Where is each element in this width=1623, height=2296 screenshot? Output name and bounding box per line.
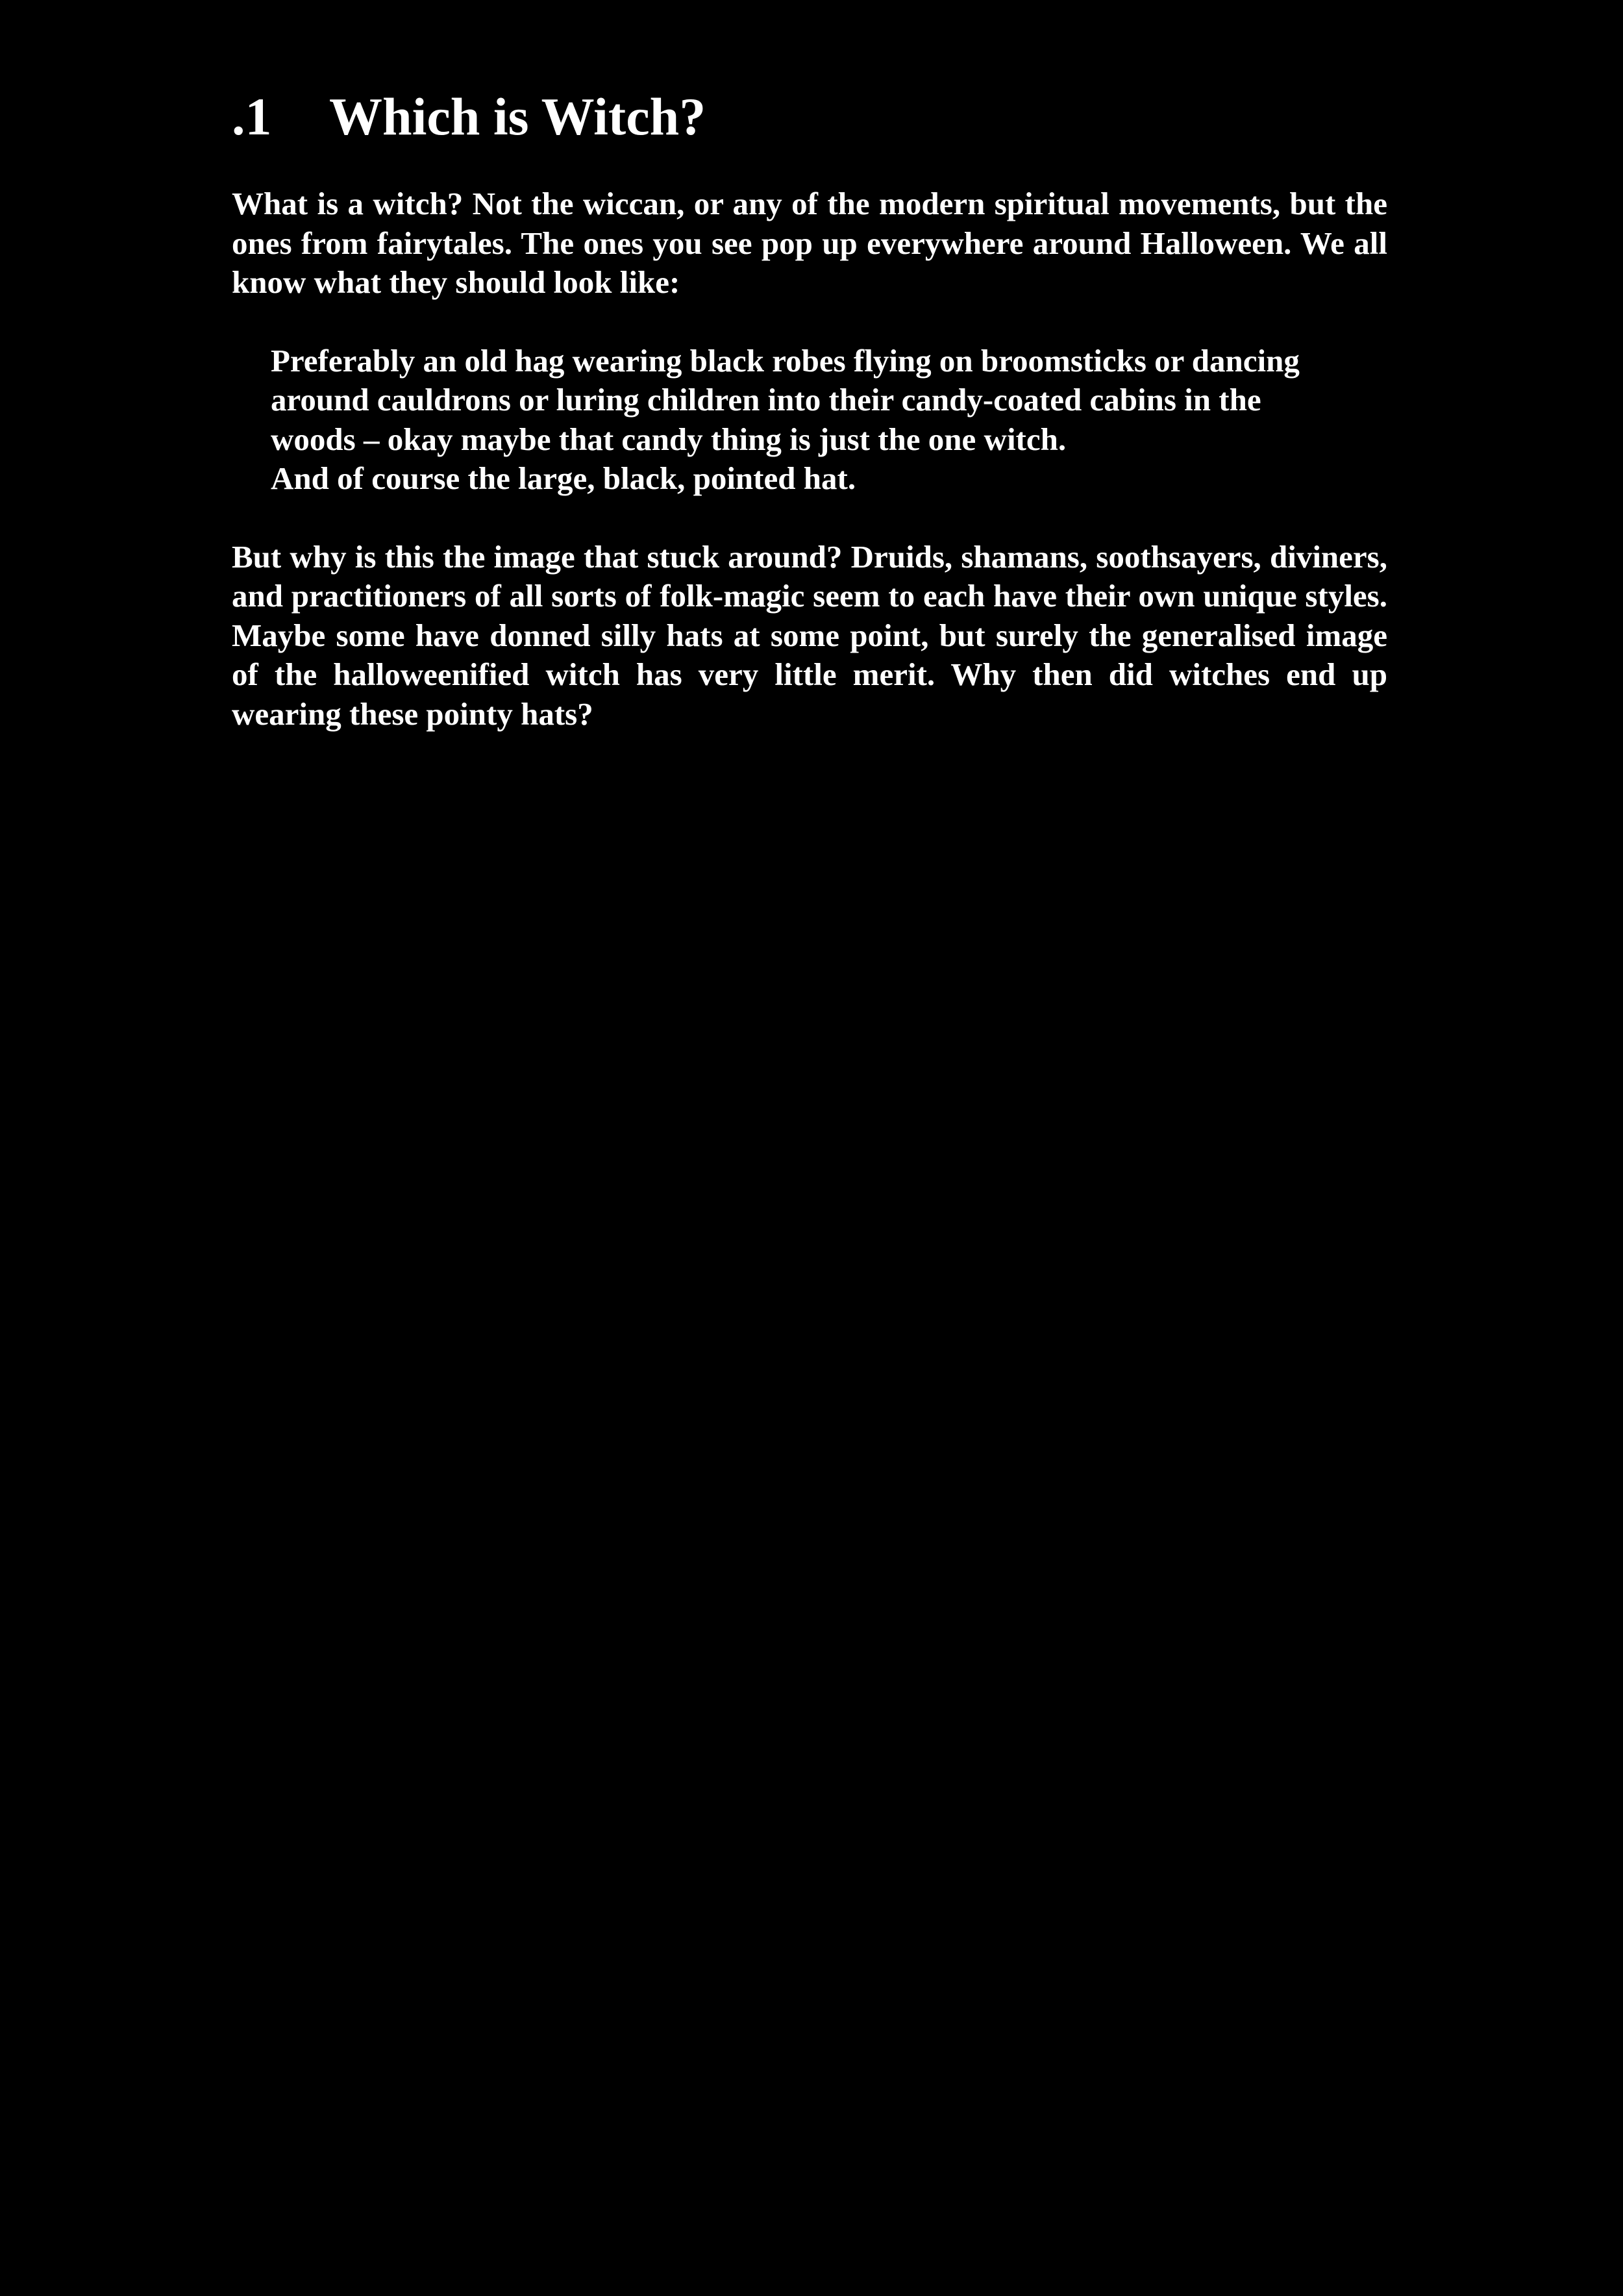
section-title: Which is Witch?	[329, 87, 706, 146]
block-quote	[271, 342, 1335, 499]
section-number: .1	[232, 87, 272, 146]
question-paragraph: But why is this the image that stuck around? Druids, shamans, soothsayers, diviners, and practitioners of all sorts of folk-magic seem to each have their own unique styles. Maybe some have donned silly hats at some point, but surely the generalised image of the halloweenified witch has very little merit. Why then did witches end up wearing these pointy hats?	[232, 538, 1387, 732]
quote-line-hat: And of course the large, black, pointed hat.	[271, 460, 856, 496]
quote-line-description: Preferably an old hag wearing black robes flying on broomsticks or dancing around cauldrons or luring children into their candy-coated cabins in the woods – okay maybe that candy thing is just the one witch.	[271, 342, 1300, 457]
section-heading	[232, 84, 1387, 149]
document-page	[232, 84, 1387, 734]
intro-paragraph: What is a witch? Not the wiccan, or any of the modern spiritual movements, but the ones from fairytales. The ones you see pop up everywhere around Halloween. We all know what they should look like:	[232, 186, 1387, 300]
